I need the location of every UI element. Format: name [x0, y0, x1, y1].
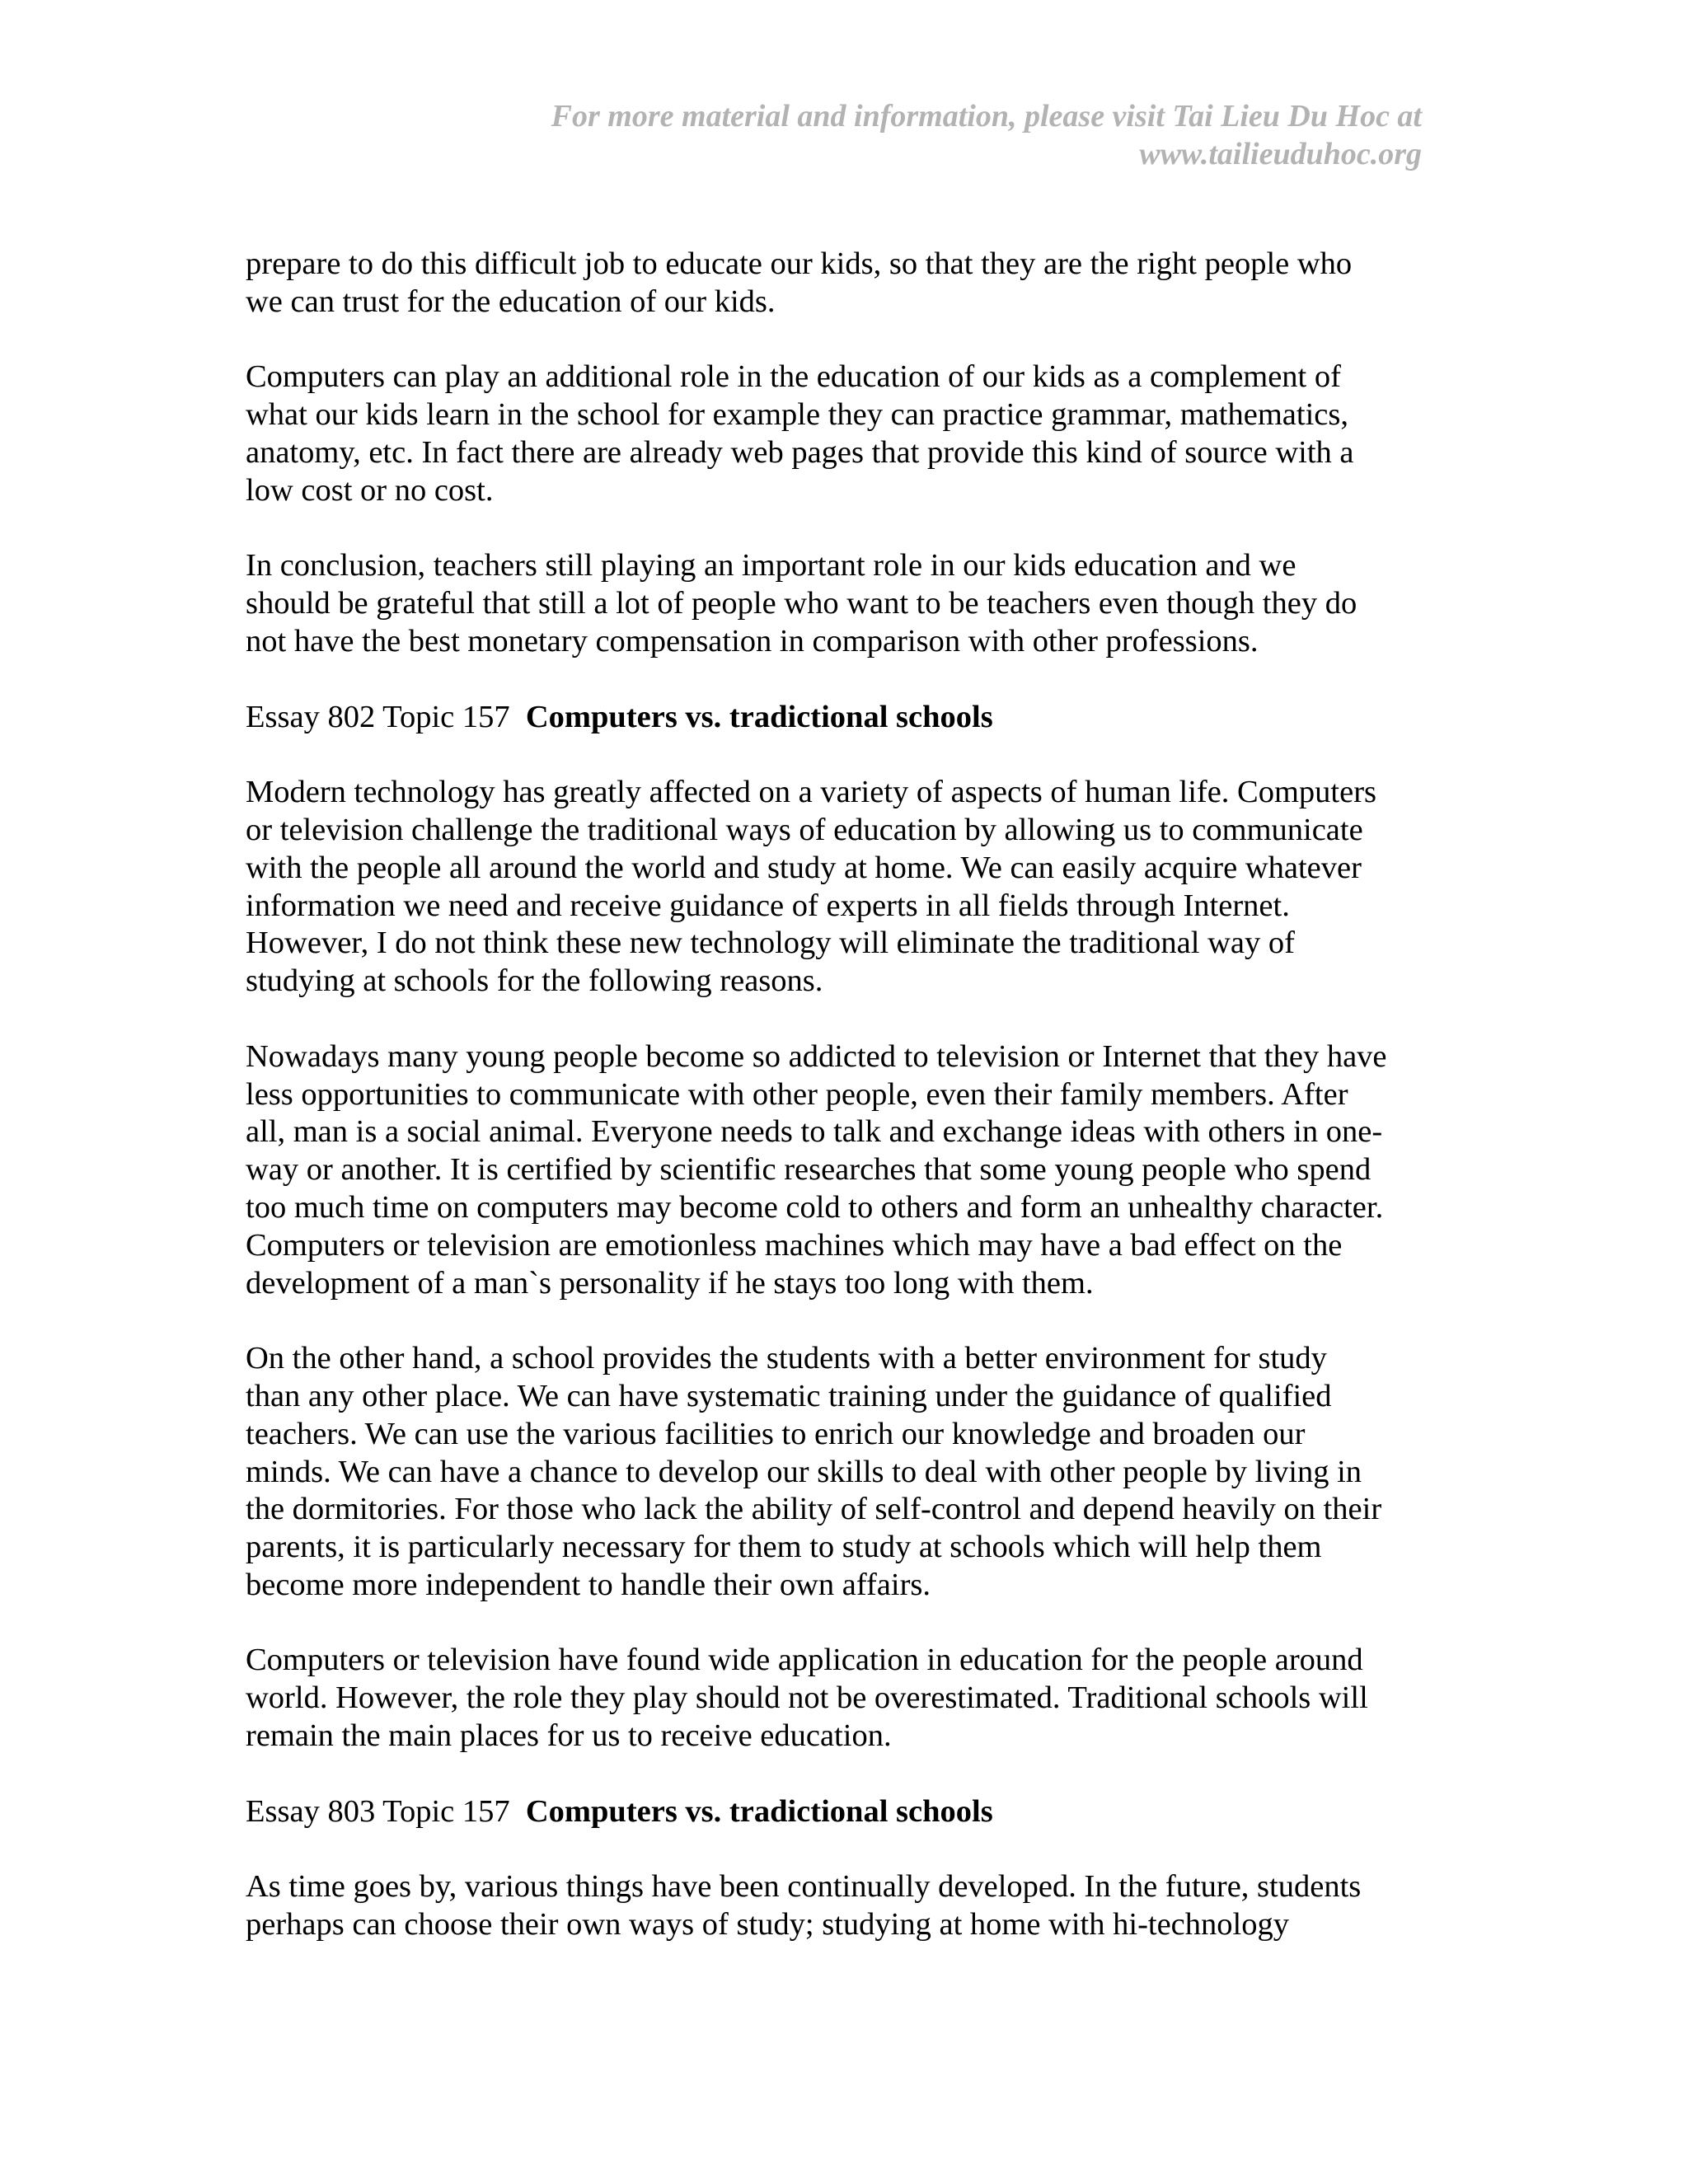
- text-line: should be grateful that still a lot of people who want to be teachers even though they do: [246, 586, 1357, 621]
- text-line: anatomy, etc. In fact there are already web pages that provide this kind of source with a: [246, 434, 1354, 470]
- text-line: information we need and receive guidance of experts in all fields through Internet.: [246, 888, 1290, 923]
- text-line: than any other place. We can have systematic training under the guidance of qualified: [246, 1378, 1332, 1413]
- text-line: what our kids learn in the school for example they can practice grammar, mathematics,: [246, 397, 1348, 433]
- paragraph: [246, 547, 1449, 660]
- text-line: with the people all around the world and study at home. We can easily acquire whatever: [246, 850, 1362, 885]
- text-line: the dormitories. For those who lack the ability of self-control and depend heavily on their: [246, 1492, 1382, 1527]
- text-line: or television challenge the traditional ways of education by allowing us to communicate: [246, 812, 1363, 847]
- paragraph: [246, 774, 1449, 1001]
- paragraph: [246, 1038, 1449, 1303]
- text-line: too much time on computers may become cold to others and form an unhealthy character.: [246, 1189, 1384, 1225]
- essay-title: Computers vs. tradictional schools: [525, 1793, 993, 1829]
- essay-label: Essay 802 Topic 157: [246, 699, 510, 734]
- text-line: parents, it is particularly necessary for them to study at schools which will help them: [246, 1530, 1322, 1565]
- text-line: way or another. It is certified by scientific researches that some young people who spend: [246, 1152, 1372, 1188]
- text-line: become more independent to handle their own affairs.: [246, 1567, 931, 1602]
- text-line: However, I do not think these new technology will eliminate the traditional way of: [246, 926, 1295, 961]
- document-body: [246, 246, 1449, 1982]
- text-line: less opportunities to communicate with other people, even their family members. After: [246, 1076, 1348, 1112]
- text-line: teachers. We can use the various facilities to enrich our knowledge and broaden our: [246, 1416, 1306, 1451]
- header-line-2: www.tailieuduhoc.org: [1139, 137, 1422, 171]
- paragraph: [246, 1868, 1449, 1944]
- text-line: remain the main places for us to receive education.: [246, 1718, 892, 1754]
- text-line: Nowadays many young people become so addicted to television or Internet that they have: [246, 1038, 1387, 1074]
- text-line: perhaps can choose their own ways of study; studying at home with hi-technology: [246, 1907, 1289, 1943]
- text-line: world. However, the role they play should not be overestimated. Traditional schools will: [246, 1680, 1368, 1716]
- essay-label: Essay 803 Topic 157: [246, 1793, 510, 1829]
- text-line: On the other hand, a school provides the students with a better environment for study: [246, 1341, 1327, 1376]
- text-line: all, man is a social animal. Everyone needs to talk and exchange ideas with others in one-: [246, 1114, 1383, 1150]
- header-line-1: For more material and information, please visit Tai Lieu Du Hoc at: [551, 99, 1422, 134]
- text-line: not have the best monetary compensation in comparison with other professions.: [246, 623, 1259, 658]
- text-line: development of a man`s personality if he stays too long with them.: [246, 1265, 1094, 1301]
- essay-heading-802: [246, 699, 1449, 737]
- paragraph: [246, 1340, 1449, 1605]
- text-line: As time goes by, various things have been continually developed. In the future, students: [246, 1869, 1362, 1905]
- paragraph: [246, 359, 1449, 509]
- text-line: Computers or television have found wide application in education for the people around: [246, 1643, 1363, 1678]
- paragraph: [246, 246, 1449, 321]
- text-line: Modern technology has greatly affected on a variety of aspects of human life. Computers: [246, 775, 1377, 810]
- text-line: we can trust for the education of our kids.: [246, 284, 776, 319]
- text-line: Computers can play an additional role in the education of our kids as a complement of: [246, 359, 1341, 395]
- essay-heading-803: [246, 1793, 1449, 1831]
- paragraph: [246, 1642, 1449, 1755]
- page-header: [433, 97, 1422, 173]
- text-line: Computers or television are emotionless machines which may have a bad effect on the: [246, 1227, 1343, 1263]
- text-line: studying at schools for the following reasons.: [246, 963, 823, 999]
- text-line: In conclusion, teachers still playing an important role in our kids education and we: [246, 548, 1296, 583]
- essay-title: Computers vs. tradictional schools: [525, 699, 993, 734]
- text-line: minds. We can have a chance to develop our skills to deal with other people by living in: [246, 1454, 1362, 1489]
- text-line: low cost or no cost.: [246, 472, 494, 508]
- text-line: prepare to do this difficult job to educate our kids, so that they are the right people who: [246, 246, 1353, 281]
